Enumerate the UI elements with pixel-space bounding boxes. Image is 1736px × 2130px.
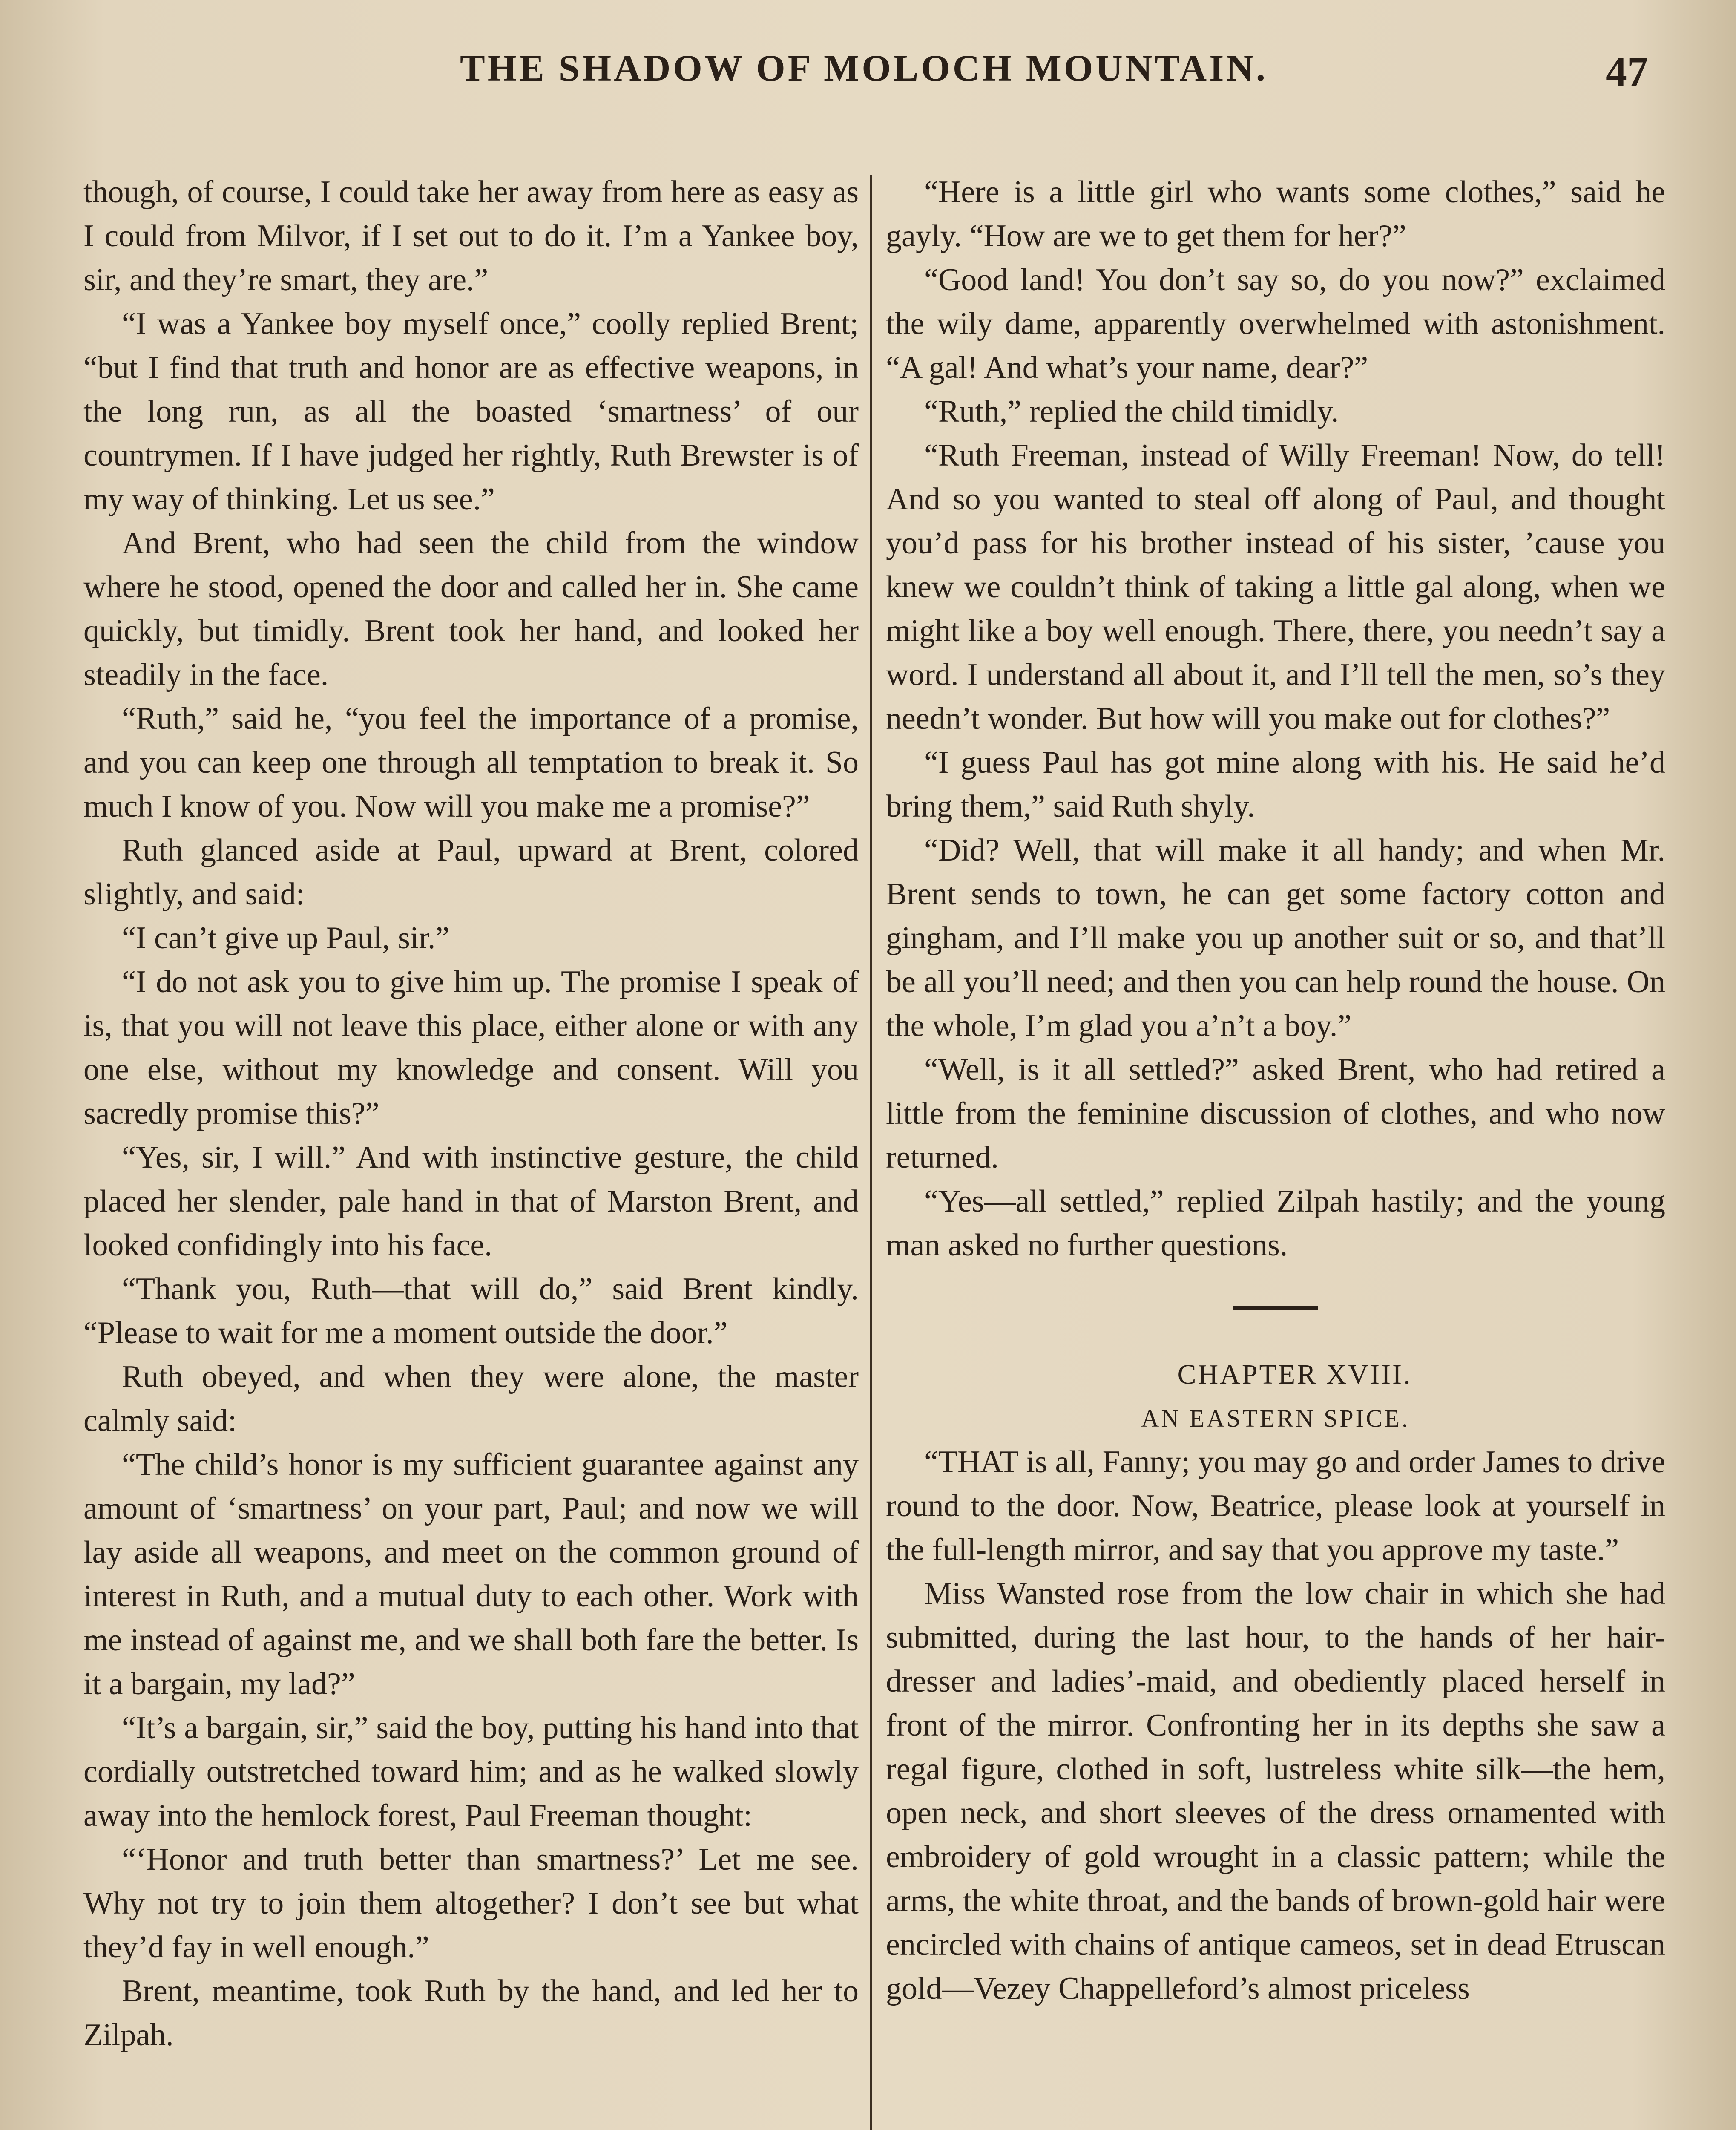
page-number: 47 (1606, 48, 1648, 95)
chapter-subtitle: AN EASTERN SPICE. (1141, 1405, 1410, 1432)
paragraph: “I guess Paul has got mine along with his. He said he’d bring them,” said Ruth shyly. (886, 745, 1665, 824)
paragraph: “Thank you, Ruth—that will do,” said Brent kindly. “Please to wait for me a moment outside the door.” (83, 1272, 859, 1350)
paragraph: “Ruth Freeman, instead of Willy Freeman! Now, do tell! And so you wanted to steal off along of Paul, and thought you’d pass for his brother instead of his sister, ’cause you knew we couldn’t think of taking a little gal along, when we might like a boy well enough. There, there, you needn’t say a word. I understand all about it, and I’ll tell the men, so’s they needn’t wonder. But how will you make out for clothes?” (886, 438, 1665, 736)
paragraph: Ruth obeyed, and when they were alone, the master calmly said: (83, 1359, 859, 1438)
page-header (0, 43, 1736, 102)
paragraph: “Did? Well, that will make it all handy; and when Mr. Brent sends to town, he can get some factory cotton and gingham, and I’ll make you up another suit or so, and that’ll be all you’ll need; and then you can help round the house. On the whole, I’m glad you a’n’t a boy.” (886, 833, 1665, 1043)
paragraph: “It’s a bargain, sir,” said the boy, putting his hand into that cordially outstretched toward him; and as he walked slowly away into the hemlock forest, Paul Freeman thought: (83, 1710, 859, 1833)
paragraph: “Good land! You don’t say so, do you now?” exclaimed the wily dame, apparently overwhelmed with astonishment. “A gal! And what’s your name, dear?” (886, 262, 1665, 385)
paragraph: though, of course, I could take her away from here as easy as I could from Milvor, if I set out to do it. I’m a Yankee boy, sir, and they’re smart, they are.” (83, 175, 859, 297)
paragraph: “Yes, sir, I will.” And with instinctive gesture, the child placed her slender, pale hand in that of Marston Brent, and looked confidingly into his face. (83, 1140, 859, 1263)
chapter-heading: CHAPTER XVIII. (1177, 1359, 1412, 1390)
paragraph: “Here is a little girl who wants some clothes,” said he gayly. “How are we to get them for her?” (886, 175, 1665, 253)
paragraph: “THAT is all, Fanny; you may go and order James to drive round to the door. Now, Beatrice, please look at yourself in the full-length mirror, and say that you approve my taste.” (886, 1445, 1665, 1567)
paragraph: And Brent, who had seen the child from the window where he stood, opened the door and called her in. She came quickly, but timidly. Brent took her hand, and looked her steadily in the face. (83, 526, 859, 692)
column-divider (870, 175, 872, 2130)
paragraph: Ruth glanced aside at Paul, upward at Brent, colored slightly, and said: (83, 833, 859, 912)
paragraph: “Ruth,” replied the child timidly. (924, 394, 1339, 429)
paragraph: Brent, meantime, took Ruth by the hand, and led her to Zilpah. (83, 1974, 859, 2052)
paragraph: “I was a Yankee boy myself once,” coolly replied Brent; “but I find that truth and honor are as effective weapons, in the long run, as all the boasted ‘smartness’ of our countrymen. If I have judged her rightly, Ruth Brewster is of my way of thinking. Let us see.” (83, 306, 859, 517)
running-title: THE SHADOW OF MOLOCH MOUNTAIN. (460, 48, 1268, 89)
paragraph: Miss Wansted rose from the low chair in which she had submitted, during the last hour, to the hands of her hair-dresser and ladies’-maid, and obediently placed herself in front of the mirror. Confronting her in its depths she saw a regal figure, clothed in soft, lustreless white silk—the hem, open neck, and short sleeves of the dress ornamented with embroidery of gold wrought in a classic pattern; while the arms, the white throat, and the bands of brown-gold hair were encircled with chains of antique cameos, set in dead Etruscan gold—Vezey Chappelleford’s almost priceless (886, 1576, 1665, 2006)
paragraph: “I do not ask you to give him up. The promise I speak of is, that you will not leave this place, either alone or with any one else, without my knowledge and consent. Will you sacredly promise this?” (83, 964, 859, 1131)
paragraph: “The child’s honor is my sufficient guarantee against any amount of ‘smartness’ on your part, Paul; and now we will lay aside all weapons, and meet on the common ground of interest in Ruth, and a mutual duty to each other. Work with me instead of against me, and we shall both fare the better. Is it a bargain, my lad?” (83, 1447, 859, 1701)
paragraph: “Ruth,” said he, “you feel the importance of a promise, and you can keep one through all temptation to break it. So much I know of you. Now will you make me a promise?” (83, 701, 859, 824)
paragraph: “Well, is it all settled?” asked Brent, who had retired a little from the feminine discussion of clothes, and who now returned. (886, 1052, 1665, 1175)
right-column (886, 170, 1665, 2130)
paragraph: “‘Honor and truth better than smartness?’ Let me see. Why not try to join them altogether? I don’t see but what they’d fay in well enough.” (83, 1842, 859, 1965)
paragraph: “Yes—all settled,” replied Zilpah hastily; and the young man asked no further questions. (886, 1184, 1665, 1263)
chapter-rule (1233, 1306, 1318, 1310)
paragraph: “I can’t give up Paul, sir.” (122, 921, 450, 956)
left-column (83, 170, 859, 2130)
